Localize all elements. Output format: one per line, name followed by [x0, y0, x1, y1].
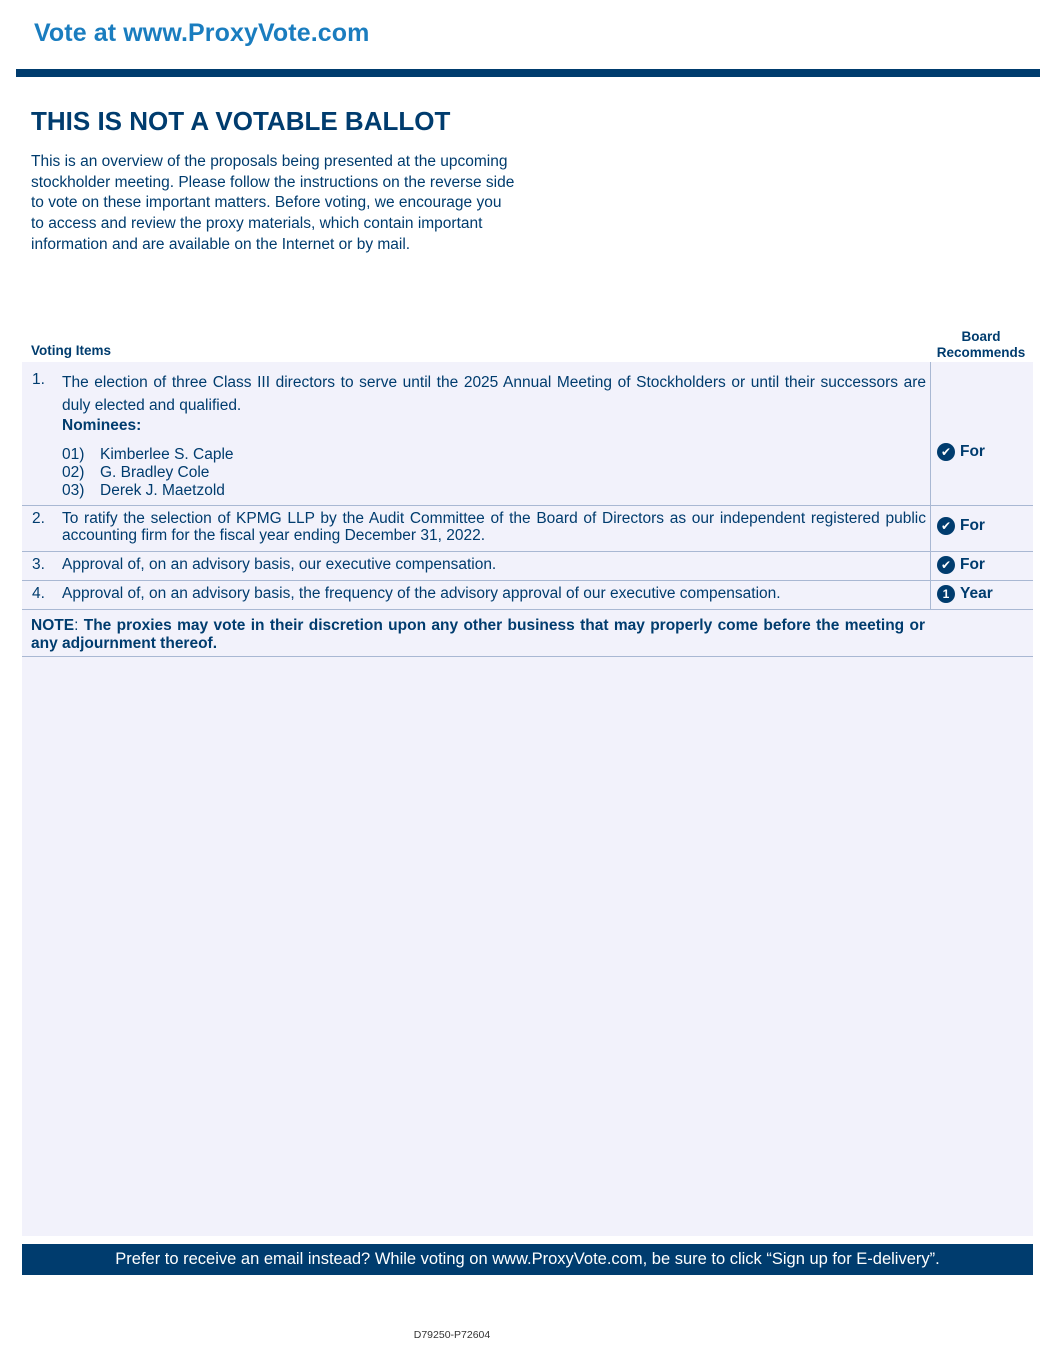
nominee-item	[62, 482, 225, 500]
proxyvote-url-header[interactable]: Vote at www.ProxyVote.com	[34, 19, 370, 47]
document-code: D79250-P72604	[413, 1329, 491, 1341]
column-divider	[930, 552, 931, 580]
item-text: Approval of, on an advisory basis, our executive compensation.	[62, 556, 497, 573]
check-circle-icon: ✔	[937, 443, 955, 461]
board-recommendation	[937, 585, 993, 603]
column-divider	[930, 581, 931, 609]
nominee-item	[62, 464, 209, 482]
note-text	[31, 617, 925, 653]
item-text: Approval of, on an advisory basis, the frequency of the advisory approval of our executive compensation.	[62, 585, 781, 602]
header-divider	[16, 69, 1040, 77]
nominee-name: Kimberlee S. Caple	[100, 446, 234, 463]
item-text: To ratify the selection of KPMG LLP by the Audit Committee of the Board of Directors as our independent registered public accounting firm for the fiscal year ending December 31, 2022.	[62, 510, 926, 544]
item-text: The election of three Class III directors to serve until the 2025 Annual Meeting of Stockholders or until their successors are duly elected and qualified.	[62, 374, 926, 414]
edelivery-banner	[22, 1244, 1033, 1275]
board-recommendation	[937, 443, 985, 461]
page-title: THIS IS NOT A VOTABLE BALLOT	[31, 106, 451, 136]
voting-item-row	[22, 552, 1033, 581]
number-one-circle-icon: 1	[937, 585, 955, 603]
nominee-number: 01)	[62, 446, 85, 463]
column-divider	[930, 506, 931, 551]
item-number: 4.	[32, 585, 45, 602]
note-separator: :	[74, 617, 79, 634]
note-label: NOTE	[31, 617, 75, 634]
voting-item-row	[22, 581, 1033, 610]
note-body: The proxies may vote in their discretion upon any other business that may properly come before the meeting or any adjournment thereof.	[31, 617, 925, 652]
recommendation-label: For	[960, 443, 985, 460]
intro-paragraph: This is an overview of the proposals being presented at the upcoming stockholder meeting. Please follow the instructions on the reverse side to vote on these important matters. Before voting, we encourage you to access and review the proxy materials, which contain important information and are available on the Internet or by mail.	[31, 153, 515, 253]
board-recommendation	[937, 517, 985, 535]
item-number: 1.	[32, 371, 45, 388]
nominees-label: Nominees:	[62, 417, 142, 434]
nominee-item	[62, 446, 234, 464]
item-number: 3.	[32, 556, 45, 573]
board-header-line1: Board	[961, 329, 1001, 344]
voting-items-table	[22, 362, 1033, 1236]
edelivery-text: Prefer to receive an email instead? While voting on www.ProxyVote.com, be sure to click “Sign up for E-delivery”.	[115, 1250, 940, 1268]
board-recommends-header	[928, 329, 1034, 361]
check-circle-icon: ✔	[937, 556, 955, 574]
voting-item-row	[22, 506, 1033, 552]
nominee-name: Derek J. Maetzold	[100, 482, 225, 499]
note-row	[22, 610, 1033, 657]
voting-item-row	[22, 362, 1033, 506]
check-circle-icon: ✔	[937, 517, 955, 535]
recommendation-label: For	[960, 517, 985, 534]
item-number: 2.	[32, 510, 45, 527]
board-recommendation	[937, 556, 985, 574]
column-divider	[930, 362, 931, 505]
recommendation-label: For	[960, 556, 985, 573]
nominee-number: 02)	[62, 464, 85, 481]
nominee-number: 03)	[62, 482, 85, 499]
nominee-name: G. Bradley Cole	[100, 464, 210, 481]
voting-items-header: Voting Items	[31, 343, 112, 358]
recommendation-label: Year	[960, 585, 993, 602]
board-header-line2: Recommends	[936, 345, 1026, 360]
